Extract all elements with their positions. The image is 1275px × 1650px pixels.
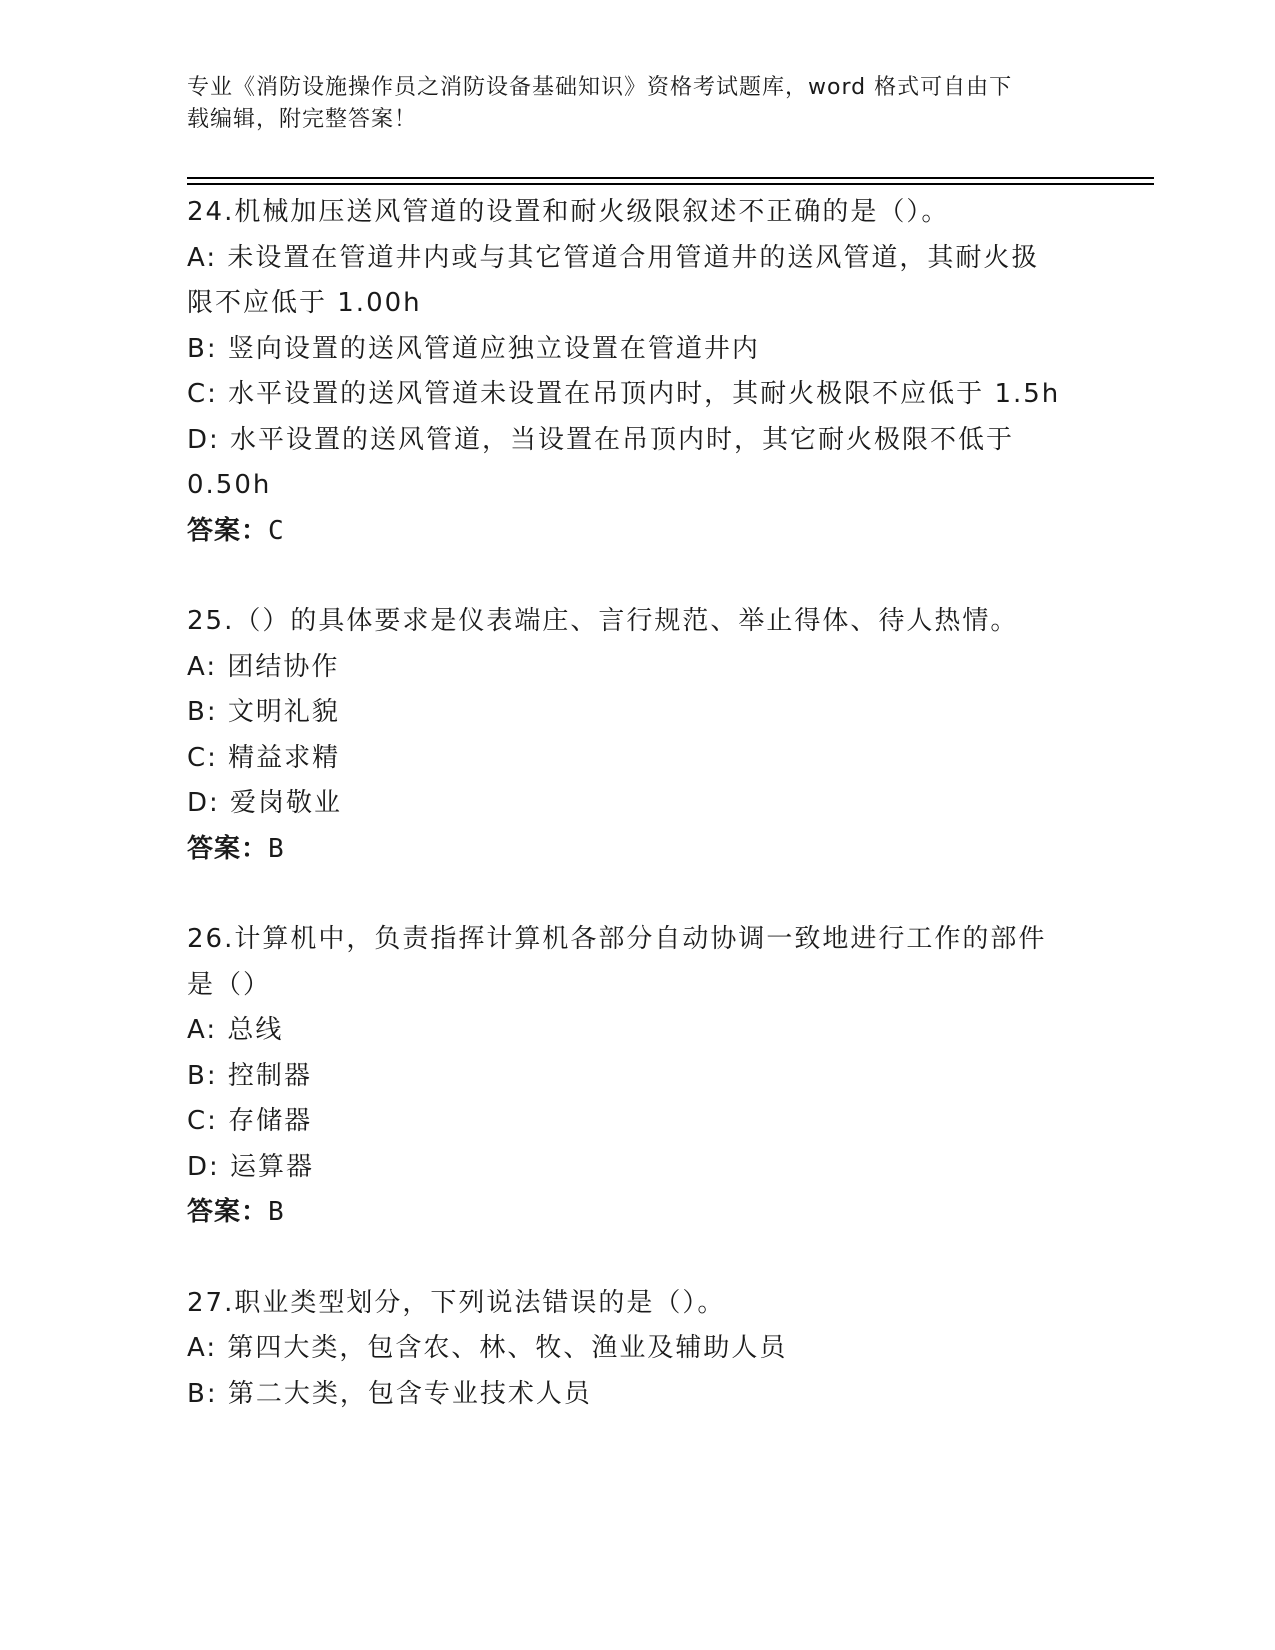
option-b: B: 文明礼貌 xyxy=(187,697,340,727)
option-d: D: 水平设置的送风管道，当设置在吊顶内时，其它耐火极限不低于 xyxy=(187,424,1015,455)
header-line-2: 载编辑，附完整答案！ xyxy=(187,107,418,132)
question-25 xyxy=(187,599,1087,872)
question-26 xyxy=(187,917,1087,1236)
answer-label: 答案： xyxy=(187,1197,269,1227)
option-a: A: 未设置在管道井内或与其它管道合用管道井的送风管道，其耐火扱 xyxy=(187,242,1040,273)
question-stem: 26.计算机中，负责指挥计算机各部分自动协调一致地进行工作的部件 xyxy=(187,924,1047,954)
header-divider-bottom xyxy=(187,183,1154,185)
question-24 xyxy=(187,190,1087,554)
document-header xyxy=(187,72,1067,136)
question-stem: 24.机械加压送风管道的设置和耐火级限叙述不正确的是（）。 xyxy=(187,197,950,227)
header-line-1: 专业《消防设施操作员之消防设备基础知识》资格考试题库，word 格式可自由下 xyxy=(187,75,1013,100)
question-list xyxy=(187,190,1087,1462)
answer-value: C xyxy=(268,515,285,546)
answer-line xyxy=(187,827,1087,873)
answer-line xyxy=(187,509,1087,555)
option-b: B: 竖向设置的送风管道应独立设置在管道井内 xyxy=(187,333,760,364)
option-a: A: 总线 xyxy=(187,1015,284,1045)
option-a-continued: 限不应低于 1.00h xyxy=(187,288,422,318)
option-b: B: 控制器 xyxy=(187,1060,312,1091)
option-c: C: 水平设置的送风管道未设置在吊顶内时，其耐火极限不应低于 1.5h xyxy=(187,379,1061,409)
option-b: B: 第二大类，包含专业技术人员 xyxy=(187,1378,592,1409)
option-c: C: 精益求精 xyxy=(187,742,341,773)
answer-value: B xyxy=(268,833,285,864)
answer-line xyxy=(187,1190,1087,1236)
question-stem: 27.职业类型划分，下列说法错误的是（）。 xyxy=(187,1287,726,1318)
option-d: D: 爱岗敬业 xyxy=(187,788,343,818)
answer-label: 答案： xyxy=(187,833,269,864)
option-d: D: 运算器 xyxy=(187,1151,315,1182)
question-27 xyxy=(187,1281,1087,1418)
answer-value: B xyxy=(268,1197,285,1227)
question-stem: 25.（）的具体要求是仪表端庄、言行规范、举止得体、待人热情。 xyxy=(187,606,1019,636)
option-c: C: 存储器 xyxy=(187,1106,313,1136)
option-d-continued: 0.50h xyxy=(187,470,272,500)
option-a: A: 第四大类，包含农、林、牧、渔业及辅助人员 xyxy=(187,1333,788,1363)
question-stem-continued: 是（） xyxy=(187,969,272,1000)
option-a: A: 团结协作 xyxy=(187,651,340,682)
answer-label: 答案： xyxy=(187,515,269,546)
header-divider-top xyxy=(187,177,1154,179)
